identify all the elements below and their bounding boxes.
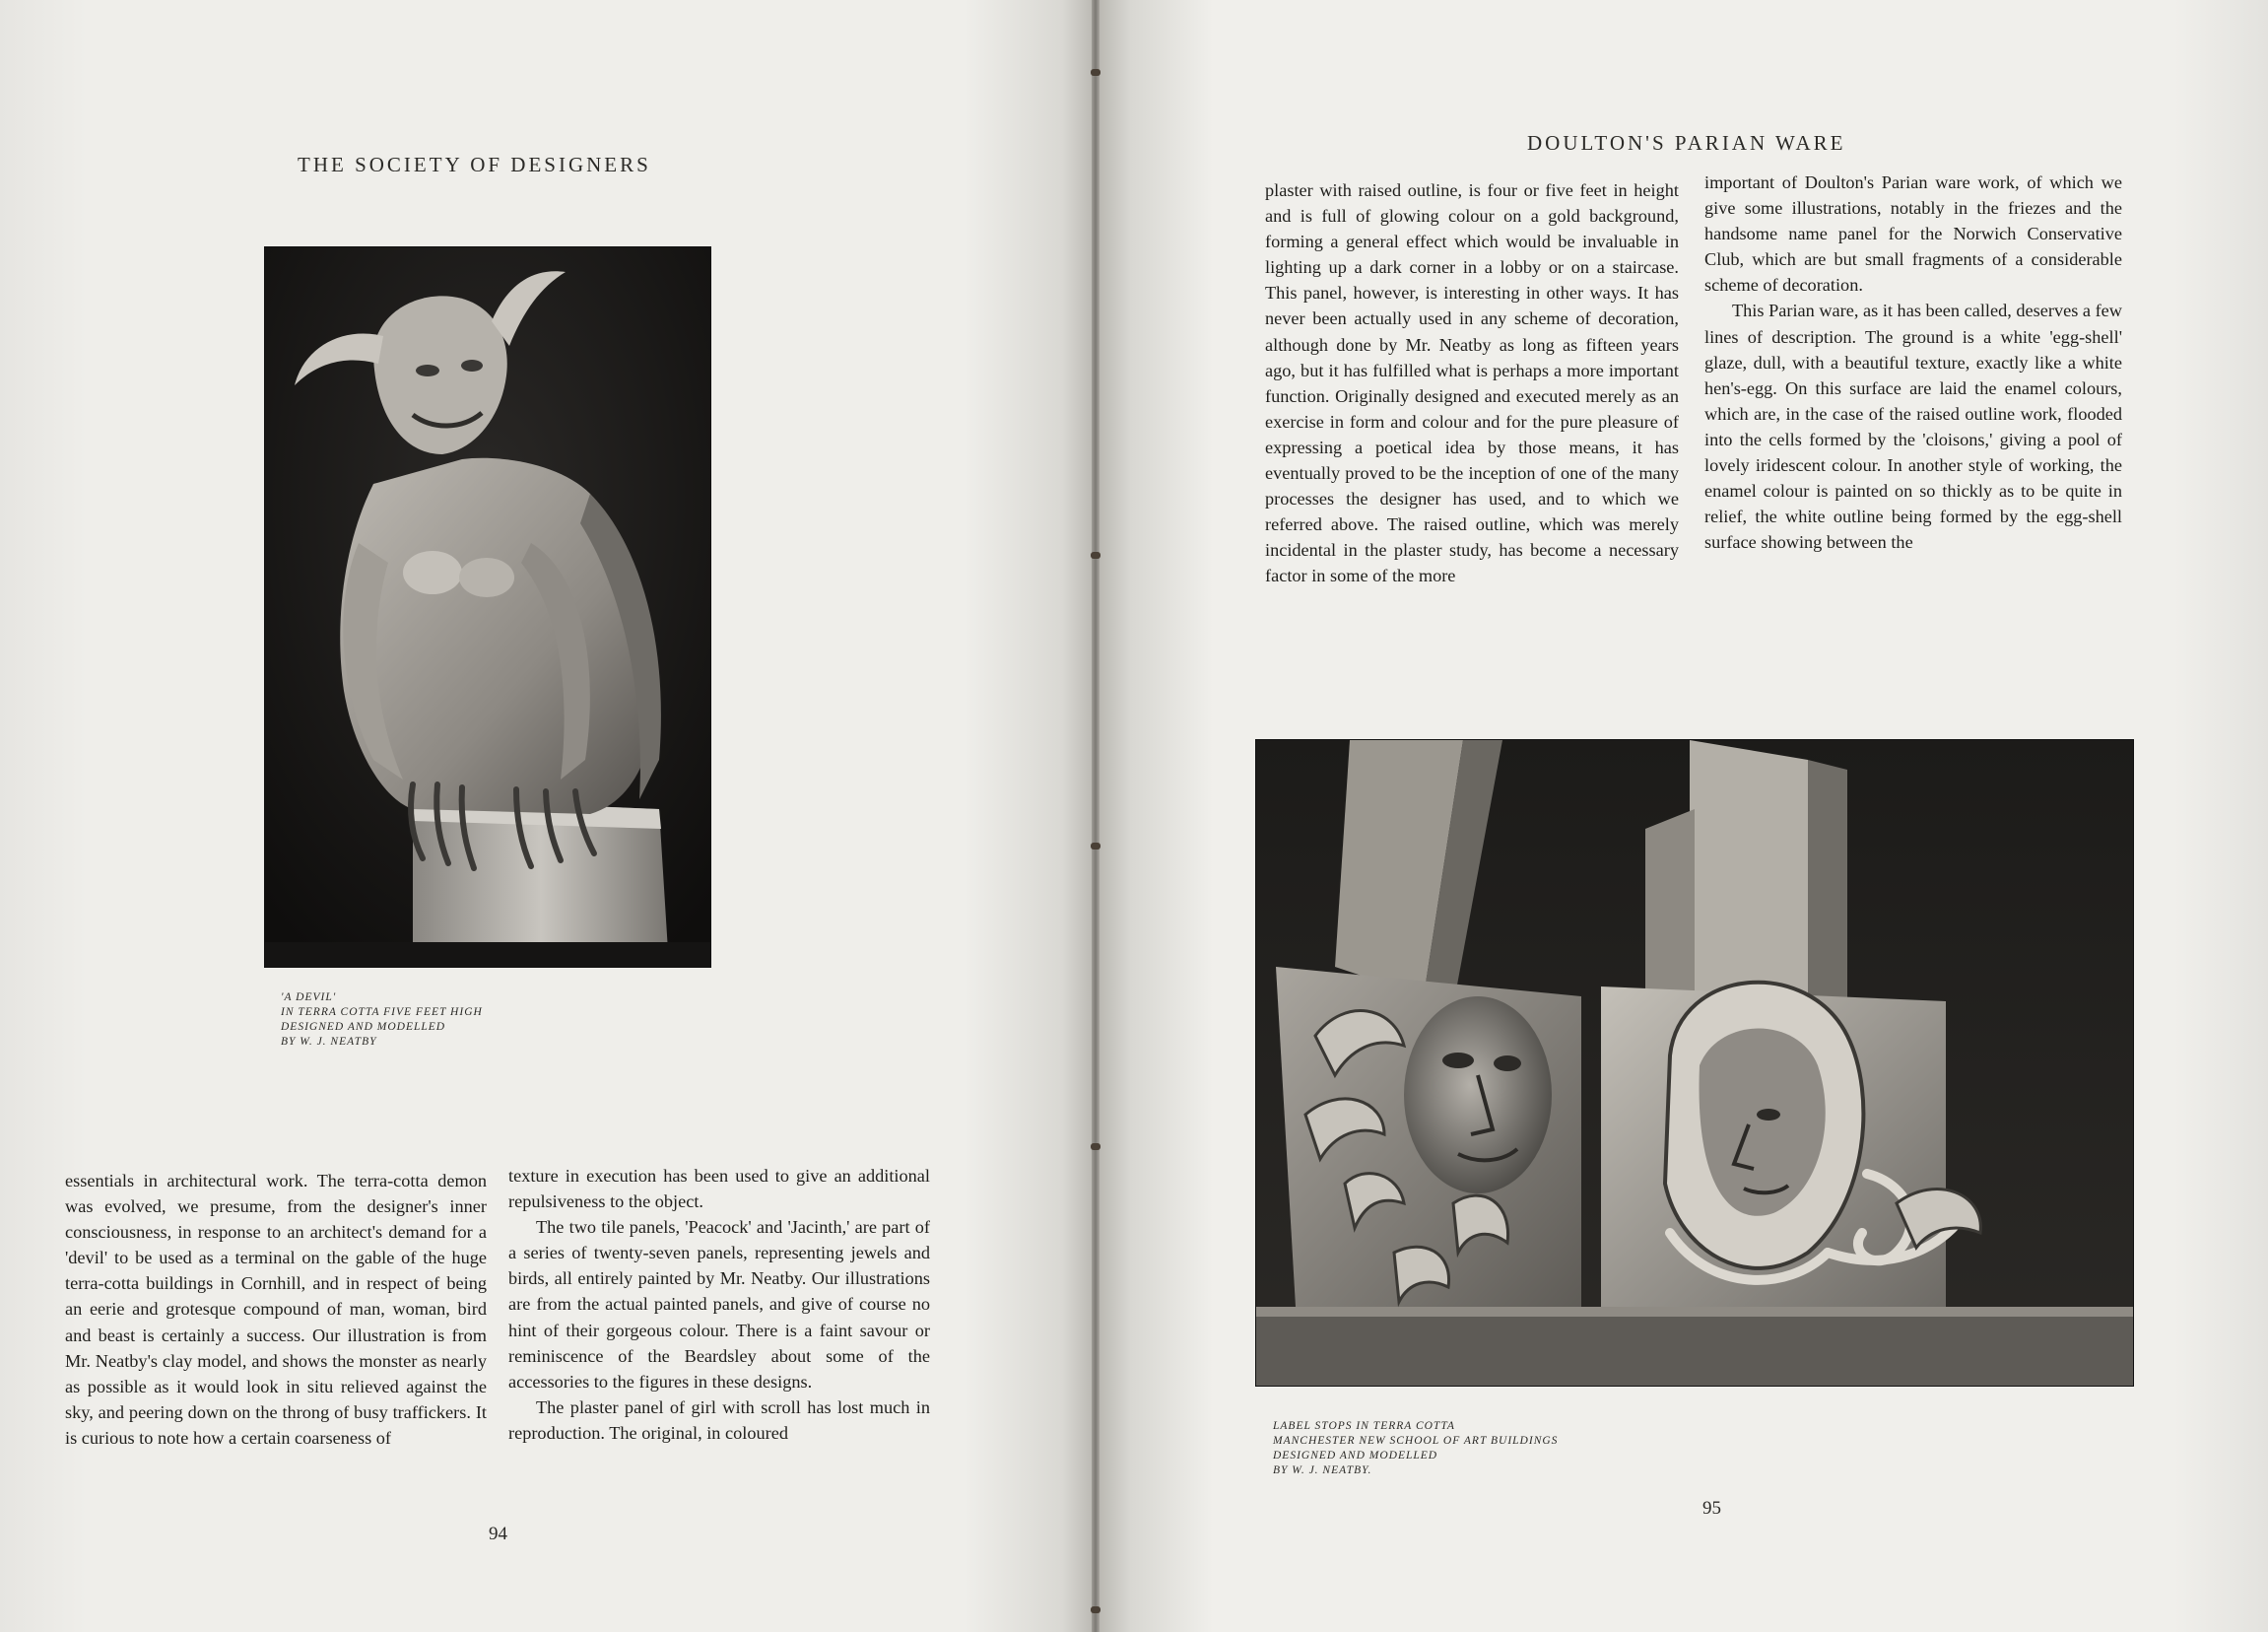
paragraph: This Parian ware, as it has been called, deserves a few lines of description. The ground is a white 'egg-shell' glaze, dull, with a beautiful texture, exactly like a white hen's-egg. On this surface are laid the enamel colours, which are, in the case of the raised outline work, flooded into the cells formed by the 'cloisons,' giving a pool of lovely iridescent colour. In another style of working, the enamel colour is painted on so thickly as to be quite in relief, the white outline being formed by the egg-shell surface showing between the (1704, 301, 2122, 553)
label-stops-illustration (1256, 740, 2133, 1386)
caption-line: IN TERRA COTTA FIVE FEET HIGH (281, 1006, 483, 1018)
binding-stitch (1091, 1143, 1101, 1150)
paragraph: important of Doulton's Parian ware work, of which we give some illustrations, notably in the friezes and the handsome name panel for the Norwich Conservative Club, which are but small fragments of a considerable scheme of decoration. (1704, 172, 2122, 296)
right-page (1096, 0, 2268, 1632)
page-number-right: 95 (1702, 1498, 1721, 1519)
binding-stitch (1091, 843, 1101, 850)
paragraph: The two tile panels, 'Peacock' and 'Jacinth,' are part of a series of twenty-seven panels, representing jewels and birds, all entirely painted by Mr. Neatby. Our illustrations are from the actual painted panels, and give of course no hint of their gorgeous colour. There is a faint savour or reminiscence of the Beardsley about some of the accessories to the figures in these designs. (508, 1217, 930, 1392)
paragraph: The plaster panel of girl with scroll has lost much in reproduction. The original, in coloured (508, 1396, 930, 1443)
book-gutter (1092, 0, 1100, 1632)
devil-sculpture-illustration (265, 247, 710, 967)
right-column-2 (1704, 170, 2122, 555)
left-column-2 (508, 1163, 930, 1446)
caption-line: LABEL STOPS IN TERRA COTTA (1273, 1420, 1455, 1432)
caption-line: DESIGNED AND MODELLED (281, 1021, 446, 1033)
caption-line: MANCHESTER NEW SCHOOL OF ART BUILDINGS (1273, 1435, 1559, 1447)
page-number-left: 94 (489, 1524, 507, 1544)
devil-sculpture-photo (264, 246, 711, 968)
left-page (0, 0, 1096, 1632)
label-stops-photo (1255, 739, 2134, 1387)
caption-line: BY W. J. NEATBY (281, 1036, 377, 1048)
binding-stitch (1091, 1606, 1101, 1613)
paragraph: texture in execution has been used to give an additional repulsiveness to the object. (508, 1166, 930, 1212)
running-head-left: THE SOCIETY OF DESIGNERS (298, 153, 651, 176)
caption-line: 'A DEVIL' (281, 991, 337, 1003)
left-column-1 (65, 1168, 487, 1451)
right-column-1 (1265, 177, 1679, 589)
binding-stitch (1091, 552, 1101, 559)
binding-stitch (1091, 69, 1101, 76)
label-stops-caption (1273, 1419, 1558, 1478)
caption-line: DESIGNED AND MODELLED (1273, 1450, 1438, 1462)
running-head-right: DOULTON'S PARIAN WARE (1527, 131, 1846, 155)
devil-caption (281, 990, 483, 1050)
paragraph: plaster with raised outline, is four or five feet in height and is full of glowing colour on a gold background, forming a general effect which would be invaluable in lighting up a dark corner in a lobby or on a staircase. This panel, however, is interesting in other ways. It has never been actually used in any scheme of decoration, although done by Mr. Neatby as long as fifteen years ago, but it has fulfilled what is perhaps a more important function. Originally designed and executed merely as an exercise in form and colour and for the pure pleasure of expressing a poetical idea by those means, it has eventually proved to be the inception of one of the many processes the designer has used, and to which we referred above. The raised outline, which was merely incidental in the plaster study, has become a necessary factor in some of the more (1265, 180, 1679, 586)
paragraph: essentials in architectural work. The terra-cotta demon was evolved, we presume, from the designer's inner consciousness, in response to an architect's demand for a 'devil' to be used as a terminal on the gable of the huge terra-cotta buildings in Cornhill, and in respect of being an eerie and grotesque compound of man, woman, bird and beast is certainly a success. Our illustration is from Mr. Neatby's clay model, and shows the monster as nearly as possible as it would look in situ relieved against the sky, and peering down on the throng of busy traffickers. It is curious to note how a certain coarseness of (65, 1171, 487, 1448)
caption-line: BY W. J. NEATBY. (1273, 1464, 1372, 1476)
